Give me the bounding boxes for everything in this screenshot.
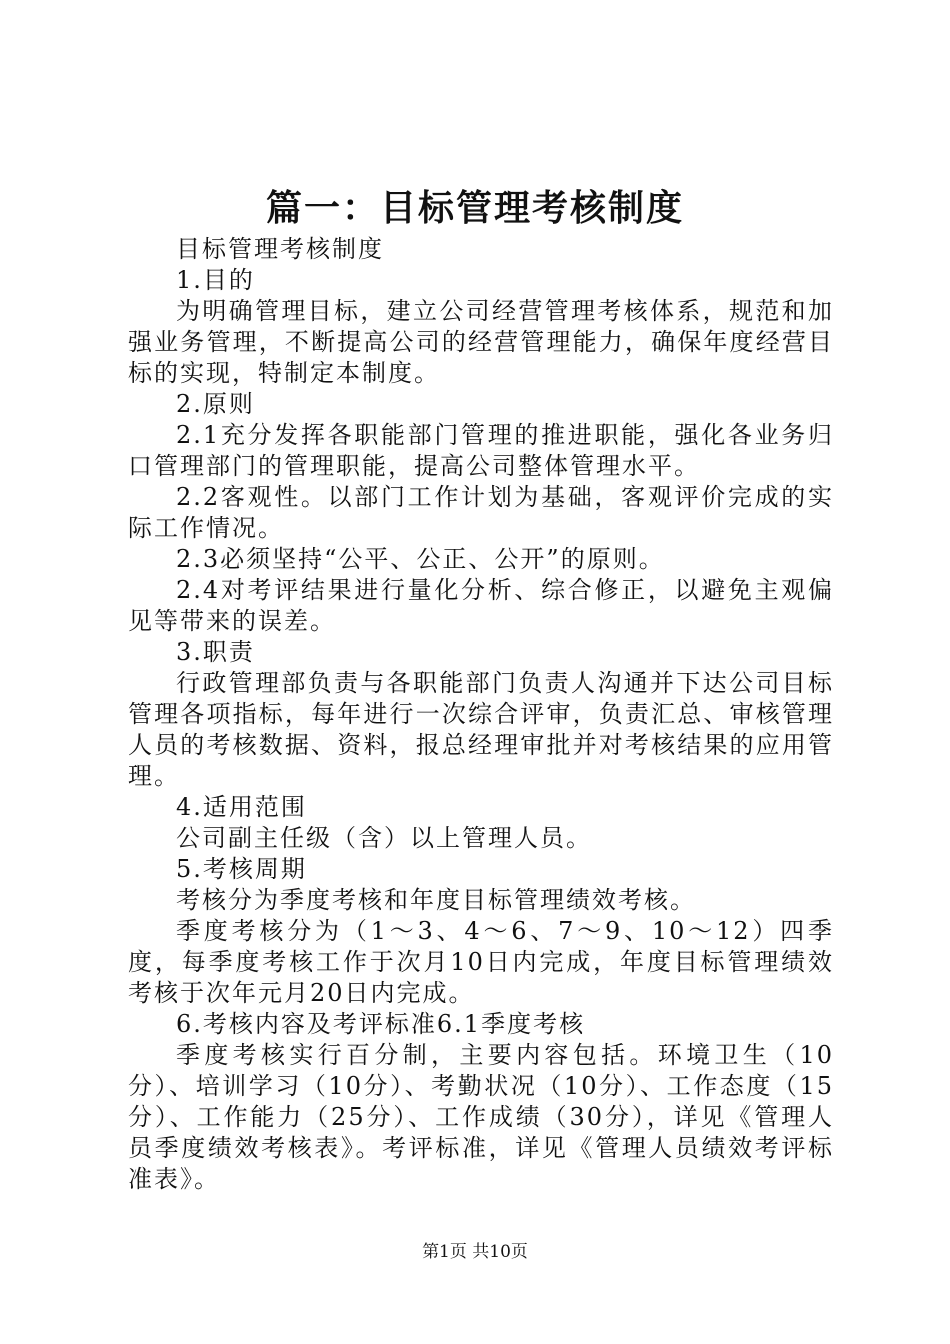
paragraph-principle-2-2: 2.2客观性。以部门工作计划为基础，客观评价完成的实际工作情况。	[128, 483, 834, 542]
heading-content-standards: 6.考核内容及考评标准6.1季度考核	[176, 1010, 586, 1038]
paragraph-principle-2-4: 2.4对考评结果进行量化分析、综合修正，以避免主观偏见等带来的误差。	[128, 576, 834, 635]
heading-purpose: 1.目的	[176, 266, 255, 294]
paragraph-scope: 公司副主任级（含）以上管理人员。	[176, 824, 592, 852]
document-body	[128, 234, 834, 1195]
heading-cycle: 5.考核周期	[176, 855, 307, 883]
paragraph-principle-2-3: 2.3必须坚持“公平、公正、公开”的原则。	[176, 545, 665, 573]
paragraph-purpose: 为明确管理目标，建立公司经营管理考核体系，规范和加强业务管理，不断提高公司的经营管理能力，确保年度经营目标的实现，特制定本制度。	[128, 297, 834, 387]
paragraph-quarterly-content: 季度考核实行百分制，主要内容包括。环境卫生（10分）、培训学习（10分）、考勤状况（10分）、工作态度（15分）、工作能力（25分）、工作成绩（30分），详见《管理人员季度绩效考核表》。考评标准，详见《管理人员绩效考评标准表》。	[128, 1041, 834, 1193]
paragraph-responsibilities: 行政管理部负责与各职能部门负责人沟通并下达公司目标管理各项指标，每年进行一次综合评审，负责汇总、审核管理人员的考核数据、资料，报总经理审批并对考核结果的应用管理。	[128, 669, 834, 790]
paragraph-doc-name: 目标管理考核制度	[176, 235, 384, 263]
paragraph-cycle-types: 考核分为季度考核和年度目标管理绩效考核。	[176, 886, 696, 914]
paragraph-cycle-schedule: 季度考核分为（1～3、4～6、7～9、10～12）四季度，每季度考核工作于次月10日内完成，年度目标管理绩效考核于次年元月20日内完成。	[128, 917, 834, 1007]
paragraph-principle-2-1: 2.1充分发挥各职能部门管理的推进职能，强化各业务归口管理部门的管理职能，提高公司整体管理水平。	[128, 421, 834, 480]
heading-principles: 2.原则	[176, 390, 255, 418]
heading-scope: 4.适用范围	[176, 793, 307, 821]
heading-responsibilities: 3.职责	[176, 638, 255, 666]
page-title: 篇一：目标管理考核制度	[265, 187, 684, 229]
page-indicator: 第1页 共10页	[422, 1242, 528, 1262]
